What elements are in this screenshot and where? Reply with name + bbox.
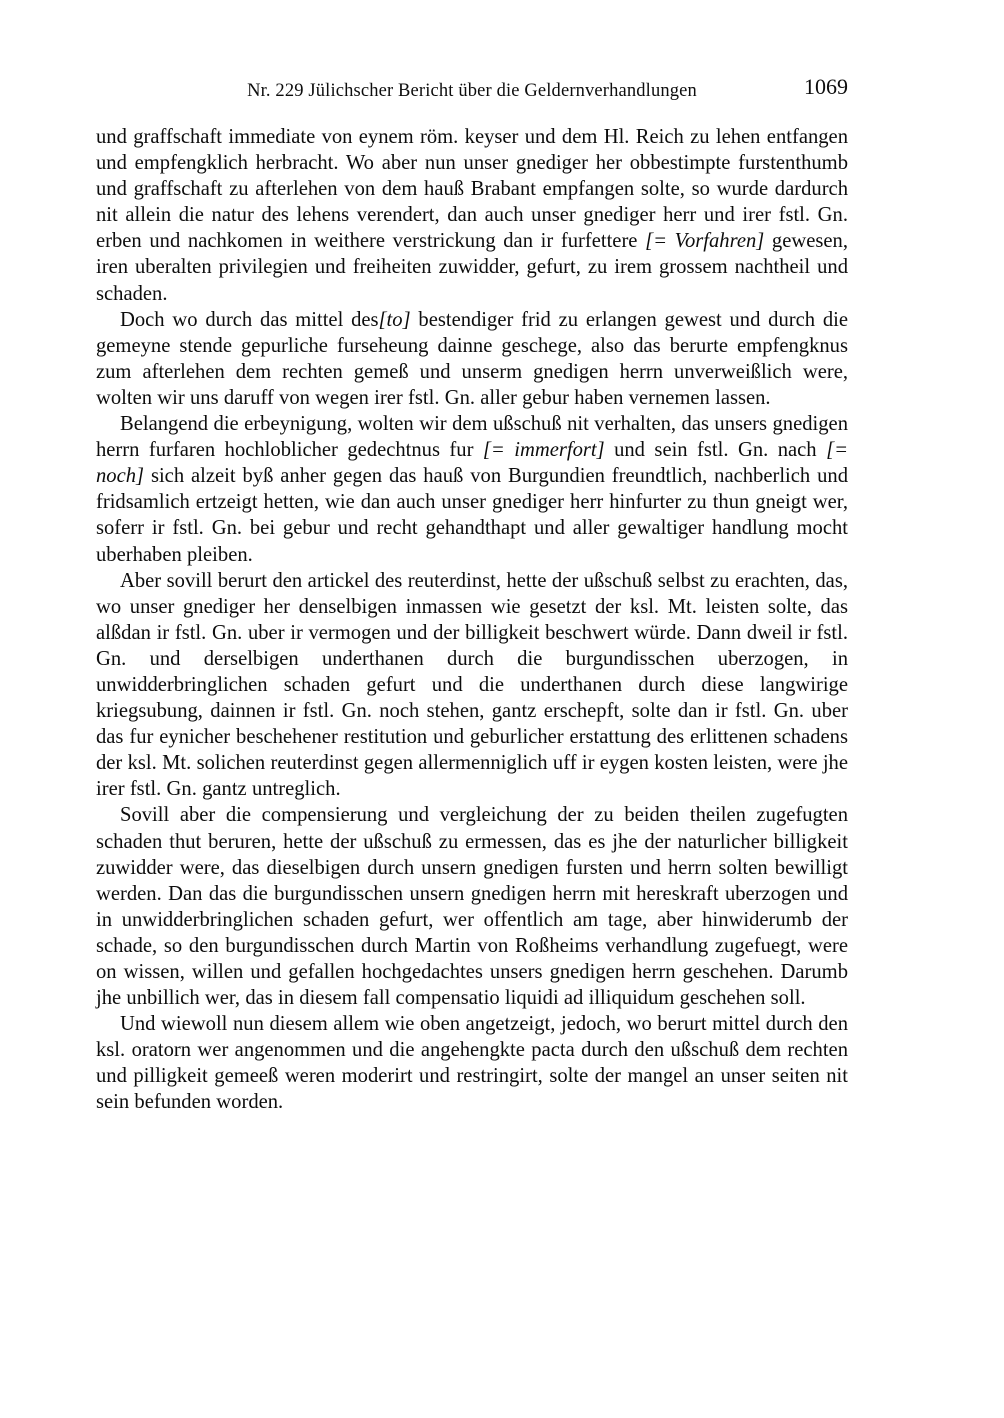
text-run: Doch wo durch das mittel des: [120, 308, 379, 331]
paragraph: [96, 124, 848, 307]
paragraph: [96, 568, 848, 803]
text-run: und graffschaft immediate von eynem röm. keyser und dem Hl. Reich zu lehen entfangen und empfengklich herbracht. Wo aber nun unser gnediger her obbestimpte furstenthumb und graffschaft zu afterlehen von dem hauß Brabant empfangen solte, so wurde dardurch nit allein die natur des lehens verendert, dan auch unser gnediger herr und irer fstl. Gn. erben und nachkomen in weithere verstrickung dan ir furfettere: [96, 126, 848, 253]
running-head-title: Nr. 229 Jülichscher Bericht über die Geldernverhandlungen: [247, 81, 697, 101]
editorial-gloss: [to]: [378, 308, 411, 331]
text-run: Sovill aber die compensierung und vergleichung der zu beiden theilen zugefugten schaden thut beruren, hette der ußschuß zu ermessen, das es jhe der naturlicher billigkeit zuwidder were, das dieselbigen durch unsern gnedigen fursten und herrn solten bewilligt werden. Dan das die burgundisschen unsern gnedigen herrn mit hereskraft uberzogen und in unwidderbringlichen schaden gefurt, wer offentlich am tage, aber hinwiderumb der schade, so den burgundisschen durch Martin von Roßheims verhandlung zugefuegt, were on wissen, willen und gefallen hochgedachtes unsers gnedigen herrn geschehen. Darumb jhe unbillich wer, das in diesem fall compensatio liquidi ad illiquidum geschehen soll.: [96, 804, 848, 1010]
paragraph: [96, 1011, 848, 1115]
text-run: Aber sovill berurt den artickel des reuterdinst, hette der ußschuß selbst zu erachten, das, wo unser gnediger her denselbigen inmassen wie gesetzt der ksl. Mt. leisten solte, das alßdan ir fstl. Gn. uber ir vermogen und der billigkeit beschwert würde. Dann dweil ir fstl. Gn. und derselbigen underthanen durch die burgundisschen uberzogen, in unwidderbringlichen schaden gefurt und die underthanen durch diese langwirige kriegsubung, dainnen ir fstl. Gn. noch stehen, gantz erschepft, solte dan ir fstl. Gn. uber das fur eynicher beschehener restitution und geburlicher erstattung des erlittenen schadens der ksl. Mt. solichen reuterdinst gegen allermenniglich uff ir eygen kosten leisten, were jhe irer fstl. Gn. gantz untreglich.: [96, 569, 848, 801]
text-run: gewesen, iren uberalten privilegien und freiheiten zuwidder, gefurt, zu irem grossem nachtheil und schaden.: [96, 230, 848, 305]
editorial-gloss: [= noch]: [96, 439, 848, 488]
body-text-block: [96, 124, 848, 1116]
text-run: bestendiger frid zu erlangen gewest und durch die gemeyne stende gepurliche furseheung dainne geschege, also das berurte empfengknus zum afterlehen dem rechten gemeß und unserm gnedigen herrn unverweißlich were, wolten wir uns daruff von wegen irer fstl. Gn. aller gebur haben vernemen lassen.: [96, 308, 848, 409]
paragraph: [96, 307, 848, 411]
paragraph: [96, 802, 848, 1011]
text-run: und sein fstl. Gn. nach: [604, 439, 827, 462]
editorial-gloss: [= immerfort]: [482, 439, 605, 462]
text-run: Und wiewoll nun diesem allem wie oben angetzeigt, jedoch, wo berurt mittel durch den ksl. oratorn wer angenommen und die angehengkte pacta durch den ußschuß dem rechten und pilligkeit gemeeß weren moderirt und restringirt, solte der mangel an unser seiten nit sein befunden worden.: [96, 1013, 848, 1114]
editorial-gloss: [= Vorfahren]: [645, 230, 765, 253]
text-run: sich alzeit byß anher gegen das hauß von Burgundien freundtlich, nachberlich und fridsamlich ertzeigt hetten, wie dan auch unser gnediger herr hinfurter zu thun gneigt wer, soferr ir fstl. Gn. bei gebur und recht gehandthapt und aller gewaltiger handlung mocht uberhaben pleiben.: [96, 465, 848, 566]
page-number: 1069: [804, 74, 848, 99]
text-run: Belangend die erbeynigung, wolten wir dem ußschuß nit verhalten, das unsers gnedigen herrn furfaren hochloblicher gedechtnus fur: [96, 413, 848, 462]
paragraph: [96, 411, 848, 568]
